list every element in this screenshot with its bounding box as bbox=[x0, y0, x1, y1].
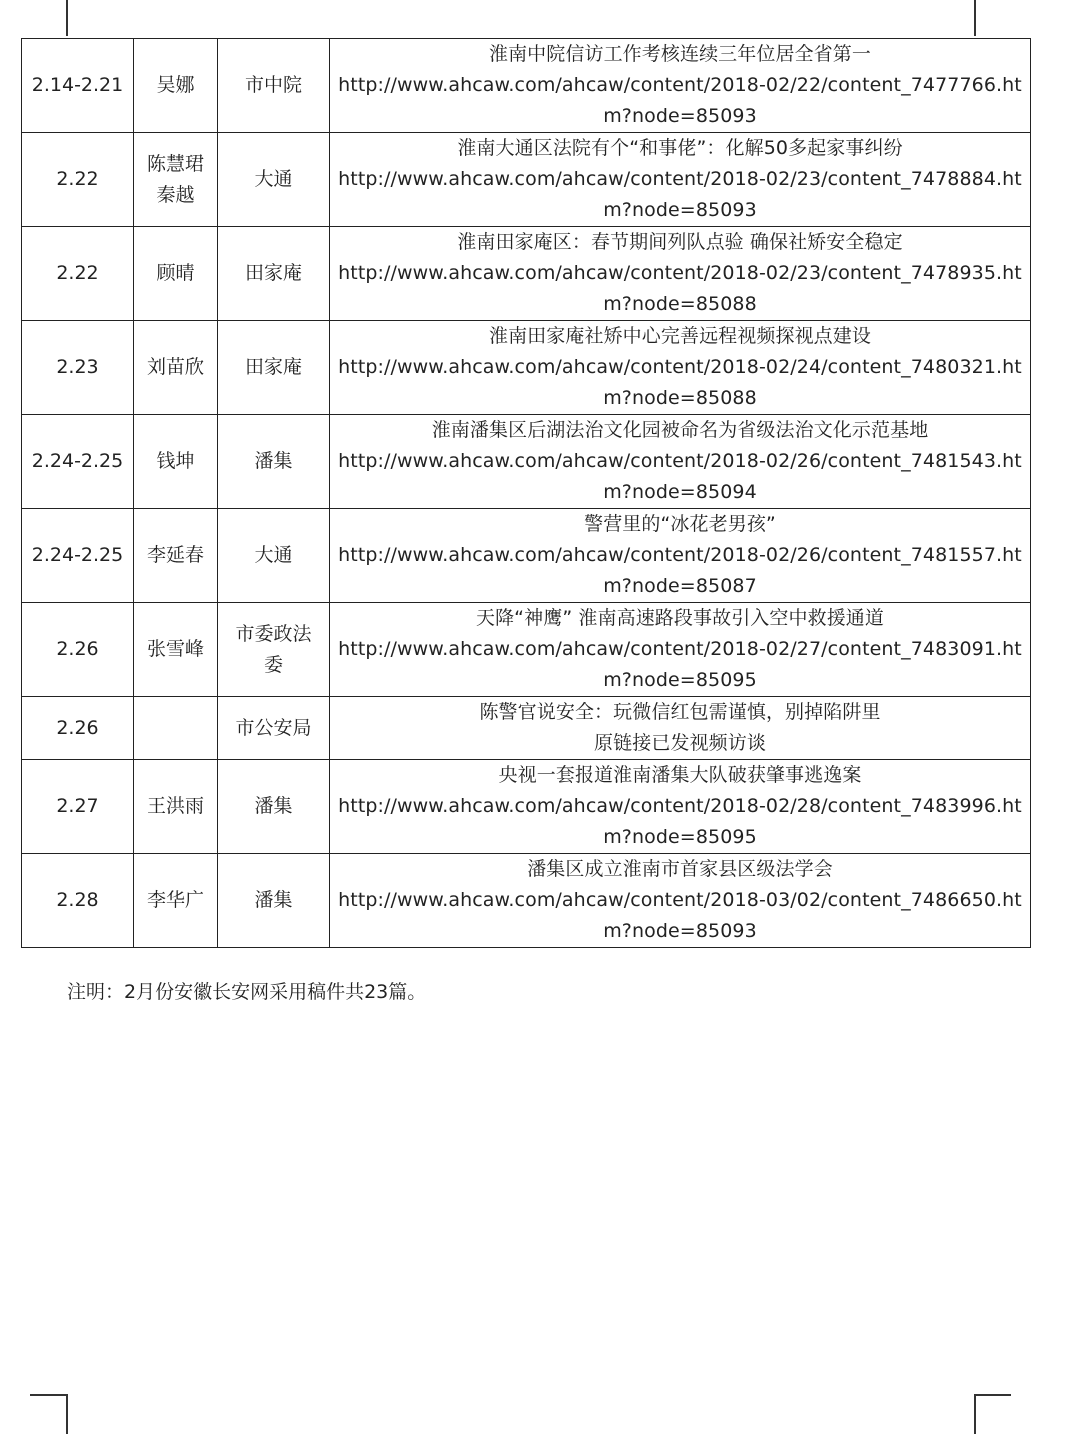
unit-name: 市公安局 bbox=[235, 716, 312, 739]
crop-mark-bottom-left-h bbox=[30, 1394, 67, 1396]
author-cell bbox=[134, 227, 218, 321]
article-link[interactable]: http://www.ahcaw.com/ahcaw/content/2018-02/27/content_7483091.htm?node=85095 bbox=[338, 638, 1022, 691]
table-row bbox=[22, 603, 1031, 697]
article-cell bbox=[330, 509, 1031, 603]
table-row bbox=[22, 39, 1031, 133]
article-title: 淮南田家庵社矫中心完善远程视频探视点建设 bbox=[488, 325, 871, 347]
author-name: 王洪雨 bbox=[146, 795, 204, 817]
article-link-note: 原链接已发视频访谈 bbox=[594, 732, 766, 754]
unit-cell bbox=[218, 760, 330, 854]
author-cell bbox=[134, 509, 218, 603]
author-name: 顾晴 bbox=[156, 262, 195, 284]
author-cell bbox=[134, 854, 218, 948]
unit-name: 田家庵 bbox=[244, 356, 302, 378]
date-cell: 2.26 bbox=[22, 603, 134, 697]
article-cell bbox=[330, 854, 1031, 948]
date-cell: 2.14-2.21 bbox=[22, 39, 134, 133]
article-cell bbox=[330, 227, 1031, 321]
author-name: 秦越 bbox=[156, 183, 195, 206]
article-link[interactable]: http://www.ahcaw.com/ahcaw/content/2018-02/22/content_7477766.htm?node=85093 bbox=[338, 74, 1022, 127]
unit-cell bbox=[218, 133, 330, 227]
article-cell bbox=[330, 760, 1031, 854]
article-title: 淮南田家庵区：春节期间列队点验 确保社矫安全稳定 bbox=[457, 231, 903, 253]
crop-mark-top-right bbox=[974, 0, 976, 36]
unit-cell bbox=[218, 854, 330, 948]
unit-name: 田家庵 bbox=[244, 262, 302, 284]
article-link[interactable]: http://www.ahcaw.com/ahcaw/content/2018-02/23/content_7478935.htm?node=85088 bbox=[338, 262, 1022, 315]
date-cell: 2.22 bbox=[22, 227, 134, 321]
unit-name: 委 bbox=[263, 653, 283, 676]
article-cell bbox=[330, 697, 1031, 760]
table-row bbox=[22, 760, 1031, 854]
unit-cell bbox=[218, 227, 330, 321]
article-cell bbox=[330, 415, 1031, 509]
unit-cell bbox=[218, 603, 330, 697]
article-link[interactable]: http://www.ahcaw.com/ahcaw/content/2018-02/24/content_7480321.htm?node=85088 bbox=[338, 356, 1022, 409]
article-cell bbox=[330, 39, 1031, 133]
crop-mark-top-left bbox=[66, 0, 68, 36]
date-cell: 2.23 bbox=[22, 321, 134, 415]
table-row bbox=[22, 321, 1031, 415]
author-cell bbox=[134, 603, 218, 697]
unit-name: 大通 bbox=[254, 168, 293, 190]
table-row bbox=[22, 509, 1031, 603]
articles-table bbox=[21, 38, 1031, 948]
date-cell: 2.24-2.25 bbox=[22, 509, 134, 603]
article-title: 淮南潘集区后湖法治文化园被命名为省级法治文化示范基地 bbox=[431, 419, 929, 441]
table-row bbox=[22, 133, 1031, 227]
author-name: 钱坤 bbox=[156, 450, 195, 472]
author-cell bbox=[134, 697, 218, 760]
article-link[interactable]: http://www.ahcaw.com/ahcaw/content/2018-02/28/content_7483996.htm?node=85095 bbox=[338, 795, 1022, 848]
date-cell: 2.28 bbox=[22, 854, 134, 948]
unit-name: 大通 bbox=[254, 544, 293, 566]
crop-mark-bottom-right-h bbox=[974, 1394, 1011, 1396]
author-cell bbox=[134, 415, 218, 509]
crop-mark-bottom-right-v bbox=[974, 1394, 976, 1434]
author-name: 刘苗欣 bbox=[146, 356, 204, 378]
unit-name: 潘集 bbox=[254, 889, 293, 911]
unit-cell bbox=[218, 697, 330, 760]
article-title: 淮南中院信访工作考核连续三年位居全省第一 bbox=[488, 43, 871, 65]
author-cell bbox=[134, 39, 218, 133]
crop-mark-bottom-left-v bbox=[66, 1394, 68, 1434]
author-cell bbox=[134, 321, 218, 415]
unit-name: 潘集 bbox=[254, 795, 293, 817]
table-row bbox=[22, 415, 1031, 509]
article-title: 淮南大通区法院有个“和事佬”：化解50多起家事纠纷 bbox=[457, 137, 903, 159]
author-cell bbox=[134, 760, 218, 854]
article-link[interactable]: http://www.ahcaw.com/ahcaw/content/2018-02/26/content_7481543.htm?node=85094 bbox=[338, 450, 1022, 503]
article-link[interactable]: http://www.ahcaw.com/ahcaw/content/2018-03/02/content_7486650.htm?node=85093 bbox=[338, 889, 1022, 942]
article-title: 陈警官说安全：玩微信红包需谨慎，别掉陷阱里 bbox=[479, 701, 881, 723]
author-name: 李华广 bbox=[146, 889, 204, 911]
date-cell: 2.22 bbox=[22, 133, 134, 227]
articles-table-body bbox=[22, 39, 1031, 948]
article-title: 央视一套报道淮南潘集大队破获肇事逃逸案 bbox=[498, 764, 862, 786]
table-row bbox=[22, 697, 1031, 760]
date-cell: 2.26 bbox=[22, 697, 134, 760]
unit-cell bbox=[218, 509, 330, 603]
author-name: 陈慧珺 bbox=[146, 152, 204, 175]
article-cell bbox=[330, 133, 1031, 227]
article-link[interactable]: http://www.ahcaw.com/ahcaw/content/2018-02/26/content_7481557.htm?node=85087 bbox=[338, 544, 1022, 597]
article-title: 警营里的“冰花老男孩” bbox=[584, 513, 776, 535]
article-title: 潘集区成立淮南市首家县区级法学会 bbox=[527, 858, 833, 880]
unit-name: 市中院 bbox=[244, 74, 302, 96]
article-title: 天降“神鹰” 淮南高速路段事故引入空中救援通道 bbox=[475, 607, 885, 629]
table-row bbox=[22, 227, 1031, 321]
unit-cell bbox=[218, 321, 330, 415]
article-cell bbox=[330, 321, 1031, 415]
table-row bbox=[22, 854, 1031, 948]
author-name: 李延春 bbox=[146, 544, 204, 566]
footnote: 注明：2月份安徽长安网采用稿件共23篇。 bbox=[67, 981, 427, 1003]
author-name: 吴娜 bbox=[156, 74, 195, 96]
date-cell: 2.24-2.25 bbox=[22, 415, 134, 509]
author-name: 张雪峰 bbox=[146, 638, 204, 660]
article-cell bbox=[330, 603, 1031, 697]
date-cell: 2.27 bbox=[22, 760, 134, 854]
unit-cell bbox=[218, 415, 330, 509]
unit-name: 潘集 bbox=[254, 450, 293, 472]
article-link[interactable]: http://www.ahcaw.com/ahcaw/content/2018-02/23/content_7478884.htm?node=85093 bbox=[338, 168, 1022, 221]
unit-cell bbox=[218, 39, 330, 133]
unit-name: 市委政法 bbox=[235, 622, 312, 645]
author-cell bbox=[134, 133, 218, 227]
